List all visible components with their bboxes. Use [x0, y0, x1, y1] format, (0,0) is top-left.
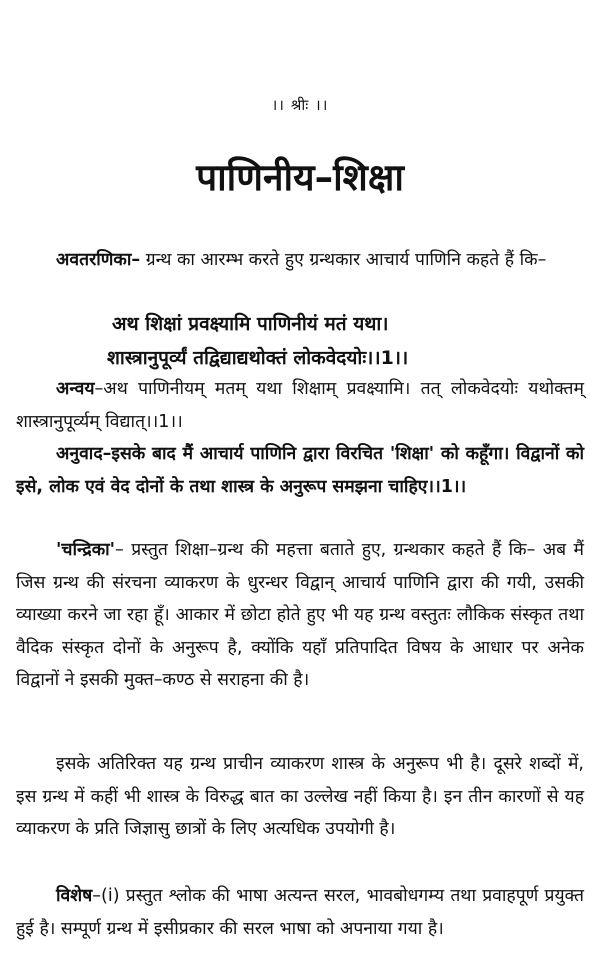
anvay-lead: अन्वय [56, 379, 95, 399]
page-title: पाणिनीय–शिक्षा [196, 156, 404, 199]
intro-paragraph [16, 244, 584, 277]
vishesh-paragraph [16, 880, 584, 945]
intro-lead: अवतरणिका– [56, 250, 141, 270]
invocation-line: ।। श्रीः ।। [271, 96, 329, 114]
chandrika-lead: 'चन्द्रिका' [56, 540, 116, 560]
verse-line-1: अथ शिक्षां प्रवक्ष्यामि पाणिनीयं मतं यथा। [112, 313, 389, 335]
additional-paragraph: इसके अतिरिक्त यह ग्रन्थ प्राचीन व्याकरण शास्त्र के अनुरूप भी है। दूसरे शब्दों में, इस ग्रन्थ में कहीं भी शास्त्र के विरुद्ध बात का उल्लेख नहीं किया है। इन तीन कारणों से यह व्याकरण के प्रति जिज्ञासु छात्रों के लिए अत्यधिक उपयोगी है। [16, 754, 584, 839]
chandrika-text: – प्रस्तुत शिक्षा–ग्रन्थ की महत्ता बताते हुए, ग्रन्थकार कहते हैं कि– अब मैं जिस ग्रन्थ की संरचना व्याकरण के धुरन्धर विद्वान् आचार्य पाणिनि द्वारा की गयी, उसकी व्याख्या करने जा रहा हूँ। आकार में छोटा होते हुए भी यह ग्रन्थ वस्तुतः लौकिक संस्कृत तथा वैदिक संस्कृत दोनों के अनुरूप है, क्योंकि यहाँ प्रतिपादित विषय के आधार पर अनेक विद्वानों ने इसकी मुक्त–कण्ठ से सराहना की है। [16, 540, 584, 690]
intro-text: ग्रन्थ का आरम्भ करते हुए ग्रन्थकार आचार्य पाणिनि कहते हैं कि– [140, 250, 547, 270]
verse-line-2: शास्त्रानुपूर्व्यं तद्विद्याद्यथोक्तं लोकवेदयोः।।1।। [107, 347, 409, 369]
anuvad-paragraph: अनुवाद–इसके बाद मैं आचार्य पाणिनि द्वारा विरचित 'शिक्षा' को कहूँगा। विद्वानों को इसे, लोक एवं वेद दोनों के तथा शास्त्र के अनुरूप समझना चाहिए।।1।। [16, 444, 584, 497]
anvay-paragraph [16, 373, 584, 438]
verse-block [0, 307, 600, 375]
anvay-text: –अथ पाणिनीयम् मतम् यथा शिक्षाम् प्रवक्ष्यामि। तत् लोकवेदयोः यथोक्तम् शास्त्रानुपूर्व्यम् विद्यात्।।1।। [16, 379, 584, 432]
vishesh-lead: विशेष [56, 886, 93, 906]
chandrika-paragraph [16, 534, 584, 697]
vishesh-text: –(i) प्रस्तुत श्लोक की भाषा अत्यन्त सरल, भावबोधगम्य तथा प्रवाहपूर्ण प्रयुक्त हुई है। सम्पूर्ण ग्रन्थ में इसीप्रकार की सरल भाषा को अपनाया गया है। [16, 886, 584, 939]
